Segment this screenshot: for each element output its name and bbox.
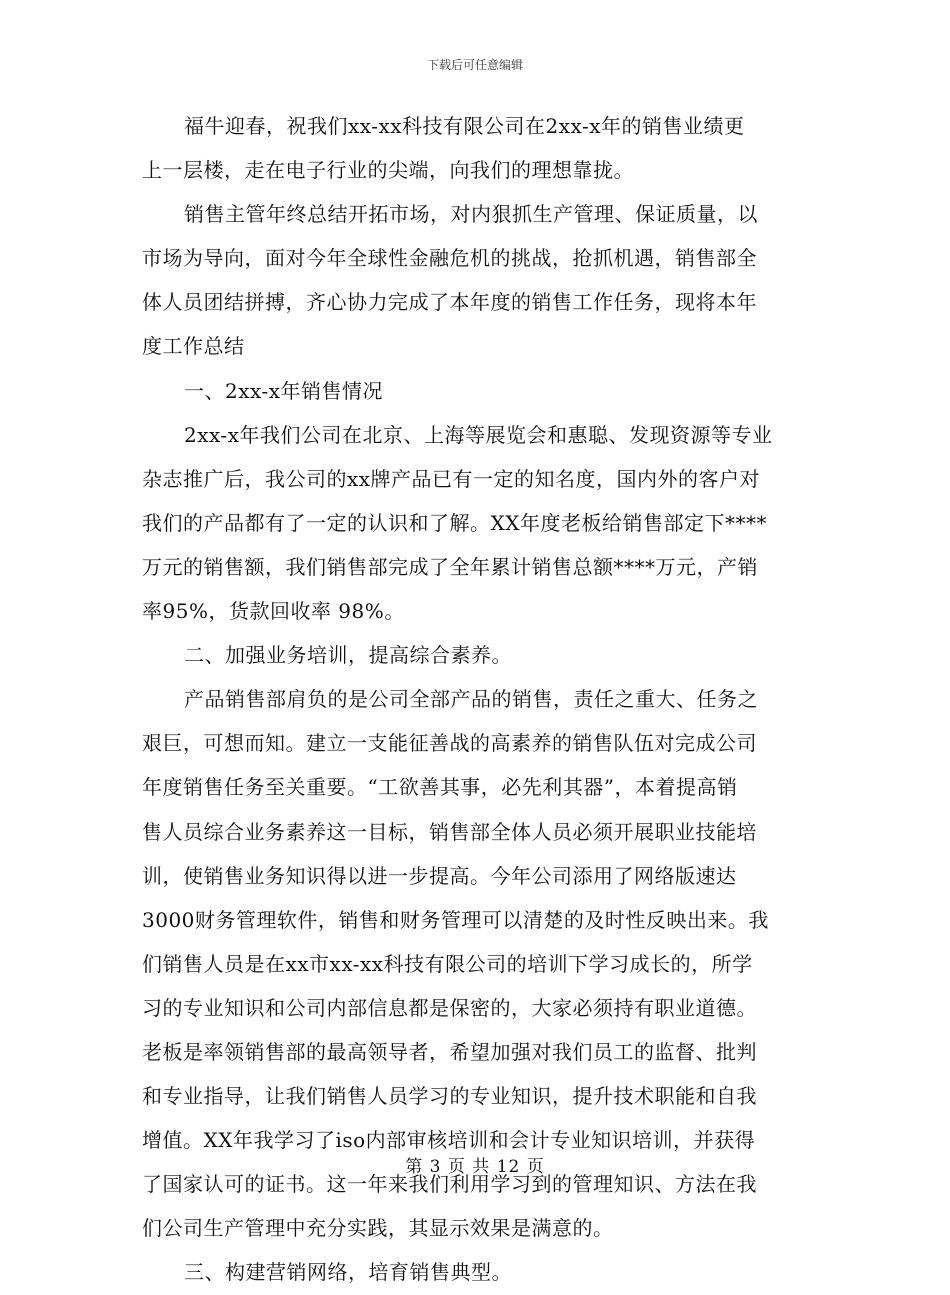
text-line: 增值。XX年我学习了iso内部审核培训和会计专业知识培训，并获得	[142, 1128, 756, 1153]
text-line: 和专业指导，让我们销售人员学习的专业知识，提升技术职能和自我	[142, 1084, 757, 1109]
text-line: 销售主管年终总结开拓市场，对内狠抓生产管理、保证质量，以	[184, 202, 758, 227]
text-line: 万元的销售额，我们销售部完成了全年累计销售总额****万元，产销	[142, 554, 758, 579]
section-heading: 二、加强业务培训，提高综合素养。	[184, 643, 512, 668]
text-line: 产品销售部肩负的是公司全部产品的销售，责任之重大、任务之	[184, 687, 758, 712]
document-body	[142, 104, 812, 1295]
text-line: 习的专业知识和公司内部信息都是保密的，大家必须持有职业道德。	[142, 995, 757, 1020]
text-line: 年度销售任务至关重要。“工欲善其事，必先利其器”，本着提高销	[142, 775, 738, 800]
text-line: 艰巨，可想而知。建立一支能征善战的高素养的销售队伍对完成公司	[142, 731, 757, 756]
text-line: 训，使销售业务知识得以进一步提高。今年公司添用了网络版速达	[142, 863, 737, 888]
text-line: 杂志推广后，我公司的xx牌产品已有一定的知名度，国内外的客户对	[142, 466, 761, 491]
text-line: 体人员团结拼搏，齐心协力完成了本年度的销售工作任务，现将本年	[142, 290, 757, 315]
text-line: 度工作总结	[142, 334, 245, 359]
text-line: 了国家认可的证书。这一年来我们利用学习到的管理知识、方法在我	[142, 1172, 757, 1197]
section-heading: 一、2xx-x年销售情况	[184, 378, 383, 403]
section-heading: 三、构建营销网络，培育销售典型。	[184, 1260, 512, 1285]
text-line: 市场为导向，面对今年全球性金融危机的挑战，抢抓机遇，销售部全	[142, 246, 757, 271]
text-line: 们公司生产管理中充分实践，其显示效果是满意的。	[142, 1216, 614, 1241]
text-line: 率95%，货款回收率 98%。	[142, 599, 405, 624]
text-line: 3000财务管理软件，销售和财务管理可以清楚的及时性反映出来。我	[142, 907, 769, 932]
text-line: 2xx-x年我们公司在北京、上海等展览会和惠聪、发现资源等专业	[184, 422, 773, 447]
text-line: 上一层楼，走在电子行业的尖端，向我们的理想靠拢。	[142, 158, 634, 183]
text-line: 我们的产品都有了一定的认识和了解。XX年度老板给销售部定下****	[142, 510, 767, 535]
text-line: 售人员综合业务素养这一目标，销售部全体人员必须开展职业技能培	[142, 819, 757, 844]
text-line: 福牛迎春，祝我们xx-xx科技有限公司在2xx-x年的销售业绩更	[184, 114, 745, 138]
page-footer: 第 3 页 共 12 页	[405, 1157, 545, 1177]
text-line: 们销售人员是在xx市xx-xx科技有限公司的培训下学习成长的，所学	[142, 951, 753, 976]
page-header: 下载后可任意编辑	[426, 58, 523, 72]
text-line: 老板是率领销售部的最高领导者，希望加强对我们员工的监督、批判	[142, 1039, 757, 1064]
